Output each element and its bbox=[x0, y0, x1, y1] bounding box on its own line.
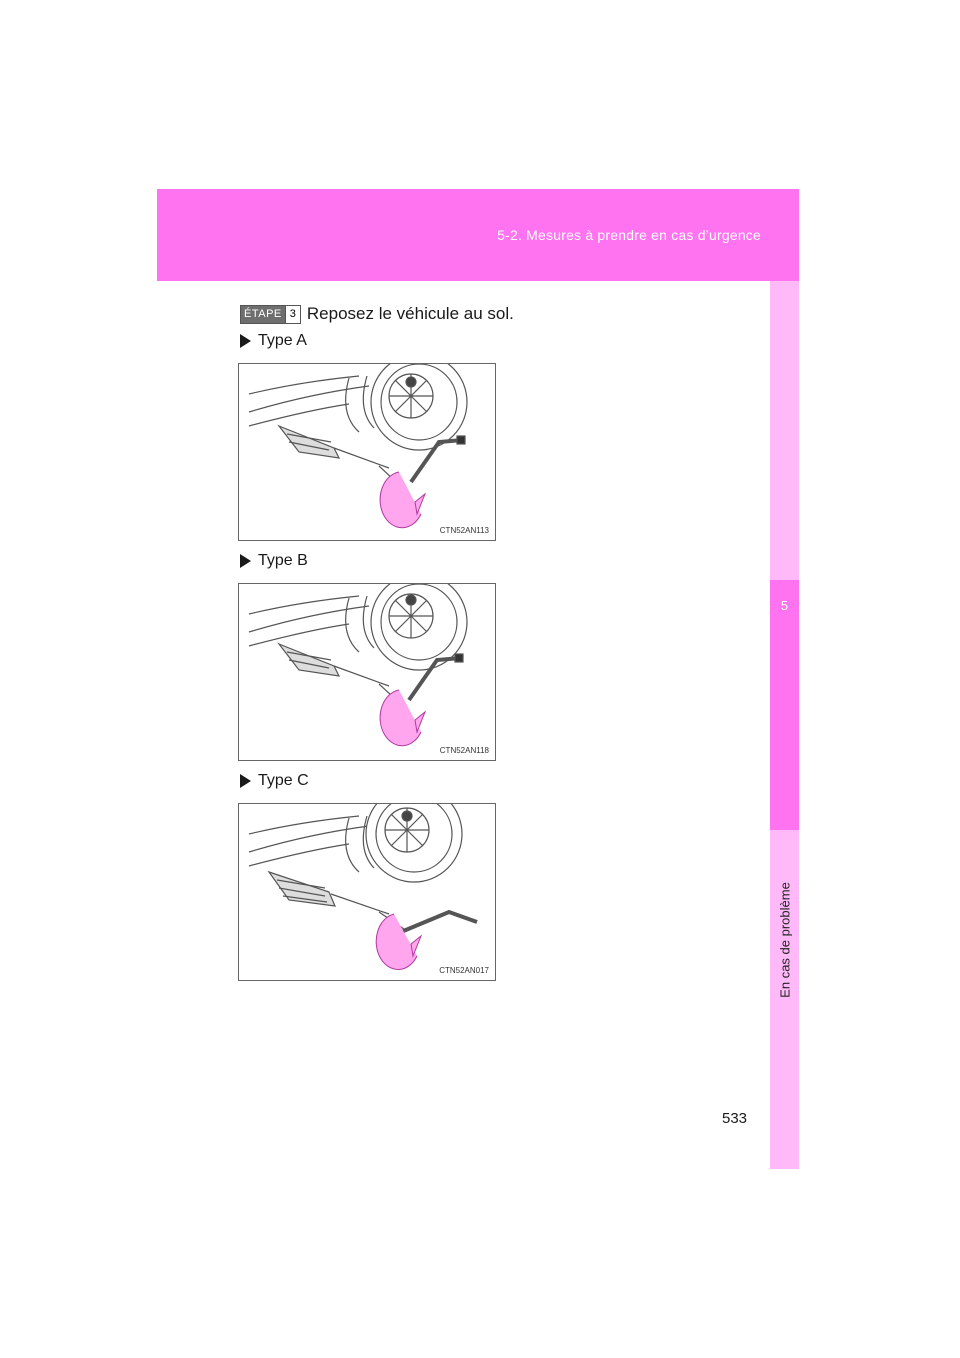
triangle-bullet-icon bbox=[240, 774, 251, 788]
figure-type-b bbox=[238, 583, 496, 761]
section-title: 5-2. Mesures à prendre en cas d’urgence bbox=[497, 227, 761, 243]
chapter-label-text: En cas de problème bbox=[777, 882, 792, 998]
step-word: ÉTAPE bbox=[241, 306, 285, 323]
figure-code: CTN52AN017 bbox=[439, 966, 489, 975]
figure-code: CTN52AN118 bbox=[439, 746, 489, 755]
header-bar bbox=[157, 189, 799, 281]
step-text: Reposez le véhicule au sol. bbox=[306, 304, 514, 323]
step-badge bbox=[240, 305, 301, 324]
type-a-label: Type A bbox=[240, 332, 307, 350]
figure-type-c bbox=[238, 803, 496, 981]
figure-type-a bbox=[238, 363, 496, 541]
jack-lowering-icon bbox=[239, 364, 495, 540]
figure-code: CTN52AN113 bbox=[439, 526, 489, 535]
chapter-tab bbox=[770, 580, 799, 830]
page-number: 533 bbox=[722, 1110, 748, 1127]
chapter-label bbox=[770, 830, 799, 1070]
step-instruction bbox=[240, 302, 514, 326]
chapter-number: 5 bbox=[780, 598, 789, 613]
type-b-label: Type B bbox=[240, 552, 308, 570]
type-c-label: Type C bbox=[240, 772, 309, 790]
jack-lowering-icon bbox=[239, 804, 495, 980]
jack-lowering-icon bbox=[239, 584, 495, 760]
triangle-bullet-icon bbox=[240, 334, 251, 348]
triangle-bullet-icon bbox=[240, 554, 251, 568]
step-number: 3 bbox=[285, 306, 300, 323]
